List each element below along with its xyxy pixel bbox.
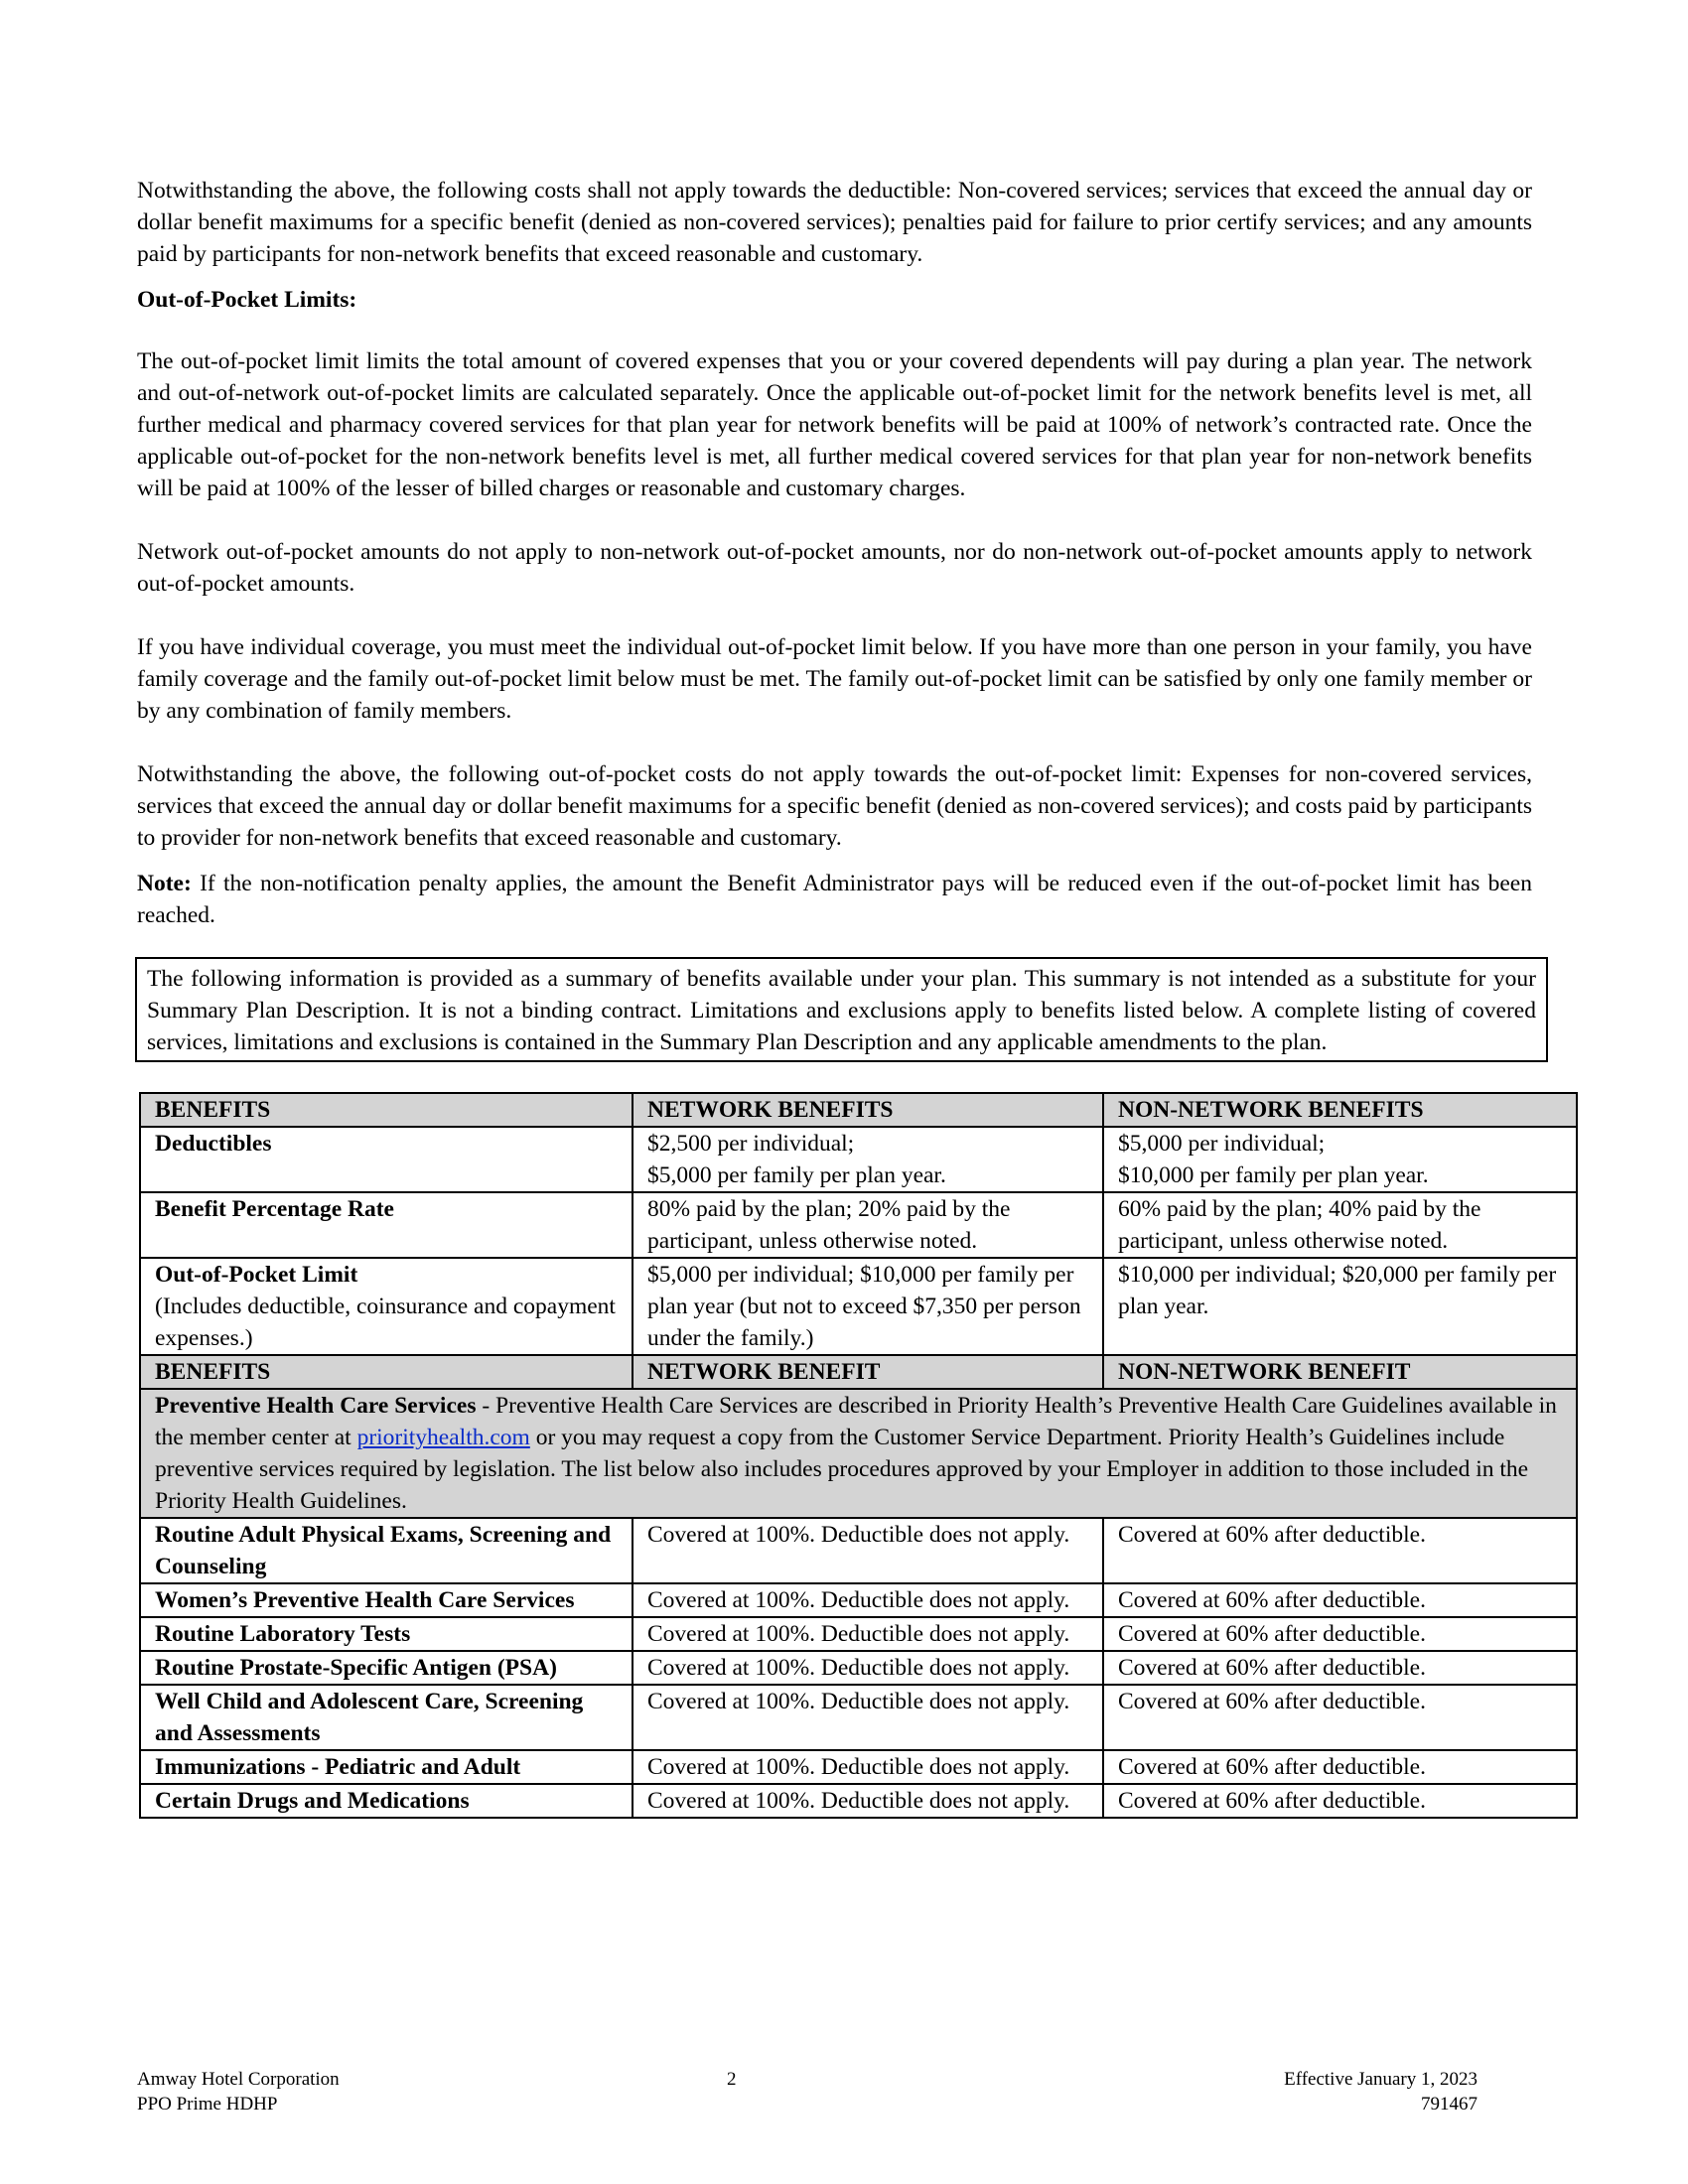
summary-disclaimer-box <box>135 957 1548 1062</box>
non-network-deductible-family: $10,000 per family per plan year. <box>1118 1162 1429 1188</box>
footer-company: Amway Hotel Corporation <box>137 2069 340 2090</box>
network-deductible-family: $5,000 per family per plan year. <box>647 1162 946 1188</box>
table-row-oop-limit <box>140 1258 1577 1355</box>
header-network-benefit: NETWORK BENEFIT <box>633 1355 1103 1389</box>
network-cell: Covered at 100%. Deductible does not apply. <box>633 1651 1103 1685</box>
footer-page-number: 2 <box>727 2069 737 2090</box>
network-cell: Covered at 100%. Deductible does not apply. <box>633 1685 1103 1750</box>
row-label: Certain Drugs and Medications <box>140 1784 633 1818</box>
out-of-pocket-heading: Out-of-Pocket Limits: <box>137 287 357 313</box>
non-network-deductible-individual: $5,000 per individual; <box>1118 1131 1326 1157</box>
row-label: Deductibles <box>140 1127 633 1192</box>
network-cell: 80% paid by the plan; 20% paid by the participant, unless otherwise noted. <box>633 1192 1103 1258</box>
preventive-text-2: or you may request a copy from the Customer Service Department. Priority Health’s Guidelines include preventive services required by legislation. The list below also includes procedures approved by your Employer in addition to those included in the Priority Health Guidelines. <box>155 1425 1529 1514</box>
header-benefits: BENEFITS <box>140 1093 633 1127</box>
table-header-row-2 <box>140 1355 1577 1389</box>
row-label-cell <box>140 1258 633 1355</box>
benefits-table <box>139 1092 1578 1819</box>
footer-right <box>1284 2067 1477 2116</box>
network-deductible-individual: $2,500 per individual; <box>647 1131 855 1157</box>
non-network-cell: Covered at 60% after deductible. <box>1103 1784 1577 1818</box>
row-label: Routine Laboratory Tests <box>140 1617 633 1651</box>
table-row-benefit-rate <box>140 1192 1577 1258</box>
summary-disclaimer-text: The following information is provided as a summary of benefits available under your plan. This summary is not intended as a substitute for your Summary Plan Description. It is not a binding contract. Limitations and exclusions apply to benefits listed below. A complete listing of covered services, limitations and exclusions is contained in the Summary Plan Description and any applicable amendments to the plan. <box>147 966 1536 1055</box>
header-non-network-benefit: NON-NETWORK BENEFIT <box>1103 1355 1577 1389</box>
non-network-cell: $10,000 per individual; $20,000 per family per plan year. <box>1103 1258 1577 1355</box>
row-label: Routine Adult Physical Exams, Screening and Counseling <box>140 1518 633 1583</box>
preventive-title: Preventive Health Care Services <box>155 1393 477 1419</box>
network-cell <box>633 1127 1103 1192</box>
non-network-cell <box>1103 1127 1577 1192</box>
network-cell: Covered at 100%. Deductible does not apply. <box>633 1750 1103 1784</box>
header-non-network-benefits: NON-NETWORK BENEFITS <box>1103 1093 1577 1127</box>
row-label: Routine Prostate-Specific Antigen (PSA) <box>140 1651 633 1685</box>
note-paragraph <box>137 868 1532 931</box>
row-sublabel: (Includes deductible, coinsurance and copayment expenses.) <box>155 1294 616 1351</box>
preventive-text-1: - Preventive Health Care Services are described in Priority Health’s Preventive Health Care Guidelines available in the member center at <box>155 1393 1557 1450</box>
row-label: Immunizations - Pediatric and Adult <box>140 1750 633 1784</box>
row-label: Well Child and Adolescent Care, Screening and Assessments <box>140 1685 633 1750</box>
non-network-cell: Covered at 60% after deductible. <box>1103 1518 1577 1583</box>
table-row-preventive-description <box>140 1389 1577 1518</box>
footer-left <box>137 2067 340 2116</box>
row-label: Out-of-Pocket Limit <box>155 1262 358 1288</box>
oop-paragraph-3: If you have individual coverage, you must meet the individual out-of-pocket limit below. If you have more than one person in your family, you have family coverage and the family out-of-pocket limit below must be met. The family out-of-pocket limit can be satisfied by only one family member or by any combination of family members. <box>137 634 1532 724</box>
oop-paragraph-4: Notwithstanding the above, the following out-of-pocket costs do not apply towards the out-of-pocket limit: Expenses for non-covered services, services that exceed the annual day or dollar benefit maximums for a specific benefit (denied as non-covered services); and costs paid by participants to provider for non-network benefits that exceed reasonable and customary. <box>137 761 1532 851</box>
non-network-cell: Covered at 60% after deductible. <box>1103 1617 1577 1651</box>
network-cell: $5,000 per individual; $10,000 per family per plan year (but not to exceed $7,350 per person under the family.) <box>633 1258 1103 1355</box>
row-label: Women’s Preventive Health Care Services <box>140 1583 633 1617</box>
non-network-cell: Covered at 60% after deductible. <box>1103 1651 1577 1685</box>
footer-doc-number: 791467 <box>1421 2094 1477 2115</box>
network-cell: Covered at 100%. Deductible does not apply. <box>633 1617 1103 1651</box>
note-label: Note: <box>137 871 192 896</box>
table-row <box>140 1685 1577 1750</box>
network-cell: Covered at 100%. Deductible does not apply. <box>633 1784 1103 1818</box>
table-row <box>140 1784 1577 1818</box>
footer-plan: PPO Prime HDHP <box>137 2094 278 2115</box>
table-header-row <box>140 1093 1577 1127</box>
table-row <box>140 1518 1577 1583</box>
header-network-benefits: NETWORK BENEFITS <box>633 1093 1103 1127</box>
note-text: If the non-notification penalty applies, the amount the Benefit Administrator pays will be reduced even if the out-of-pocket limit has been reached. <box>137 871 1532 928</box>
table-row-deductibles <box>140 1127 1577 1192</box>
table-row <box>140 1583 1577 1617</box>
header-benefits: BENEFITS <box>140 1355 633 1389</box>
oop-paragraph-1: The out-of-pocket limit limits the total amount of covered expenses that you or your covered dependents will pay during a plan year. The network and out-of-network out-of-pocket limits are calculated separately. Once the applicable out-of-pocket limit for the network benefits level is met, all further medical and pharmacy covered services for that plan year for network benefits will be paid at 100% of network’s contracted rate. Once the applicable out-of-pocket for the non-network benefits level is met, all further medical covered services for that plan year for non-network benefits will be paid at 100% of the lesser of billed charges or reasonable and customary charges. <box>137 348 1532 501</box>
network-cell: Covered at 100%. Deductible does not apply. <box>633 1518 1103 1583</box>
deductible-note-paragraph: Notwithstanding the above, the following costs shall not apply towards the deductible: Non-covered services; services that exceed the annual day or dollar benefit maximums for a specific benefit (denied as non-covered services); penalties paid for failure to prior certify services; and any amounts paid by participants for non-network benefits that exceed reasonable and customary. <box>137 178 1532 267</box>
table-row <box>140 1617 1577 1651</box>
priorityhealth-link[interactable]: priorityhealth.com <box>356 1425 530 1450</box>
document-page <box>137 175 1557 1819</box>
non-network-cell: Covered at 60% after deductible. <box>1103 1750 1577 1784</box>
non-network-cell: Covered at 60% after deductible. <box>1103 1685 1577 1750</box>
preventive-description-cell <box>140 1389 1577 1518</box>
non-network-cell: 60% paid by the plan; 40% paid by the participant, unless otherwise noted. <box>1103 1192 1577 1258</box>
network-cell: Covered at 100%. Deductible does not apply. <box>633 1583 1103 1617</box>
non-network-cell: Covered at 60% after deductible. <box>1103 1583 1577 1617</box>
footer-effective-date: Effective January 1, 2023 <box>1284 2069 1477 2090</box>
table-row <box>140 1750 1577 1784</box>
row-label: Benefit Percentage Rate <box>140 1192 633 1258</box>
oop-paragraph-2: Network out-of-pocket amounts do not apply to non-network out-of-pocket amounts, nor do non-network out-of-pocket amounts apply to network out-of-pocket amounts. <box>137 539 1532 597</box>
table-row <box>140 1651 1577 1685</box>
